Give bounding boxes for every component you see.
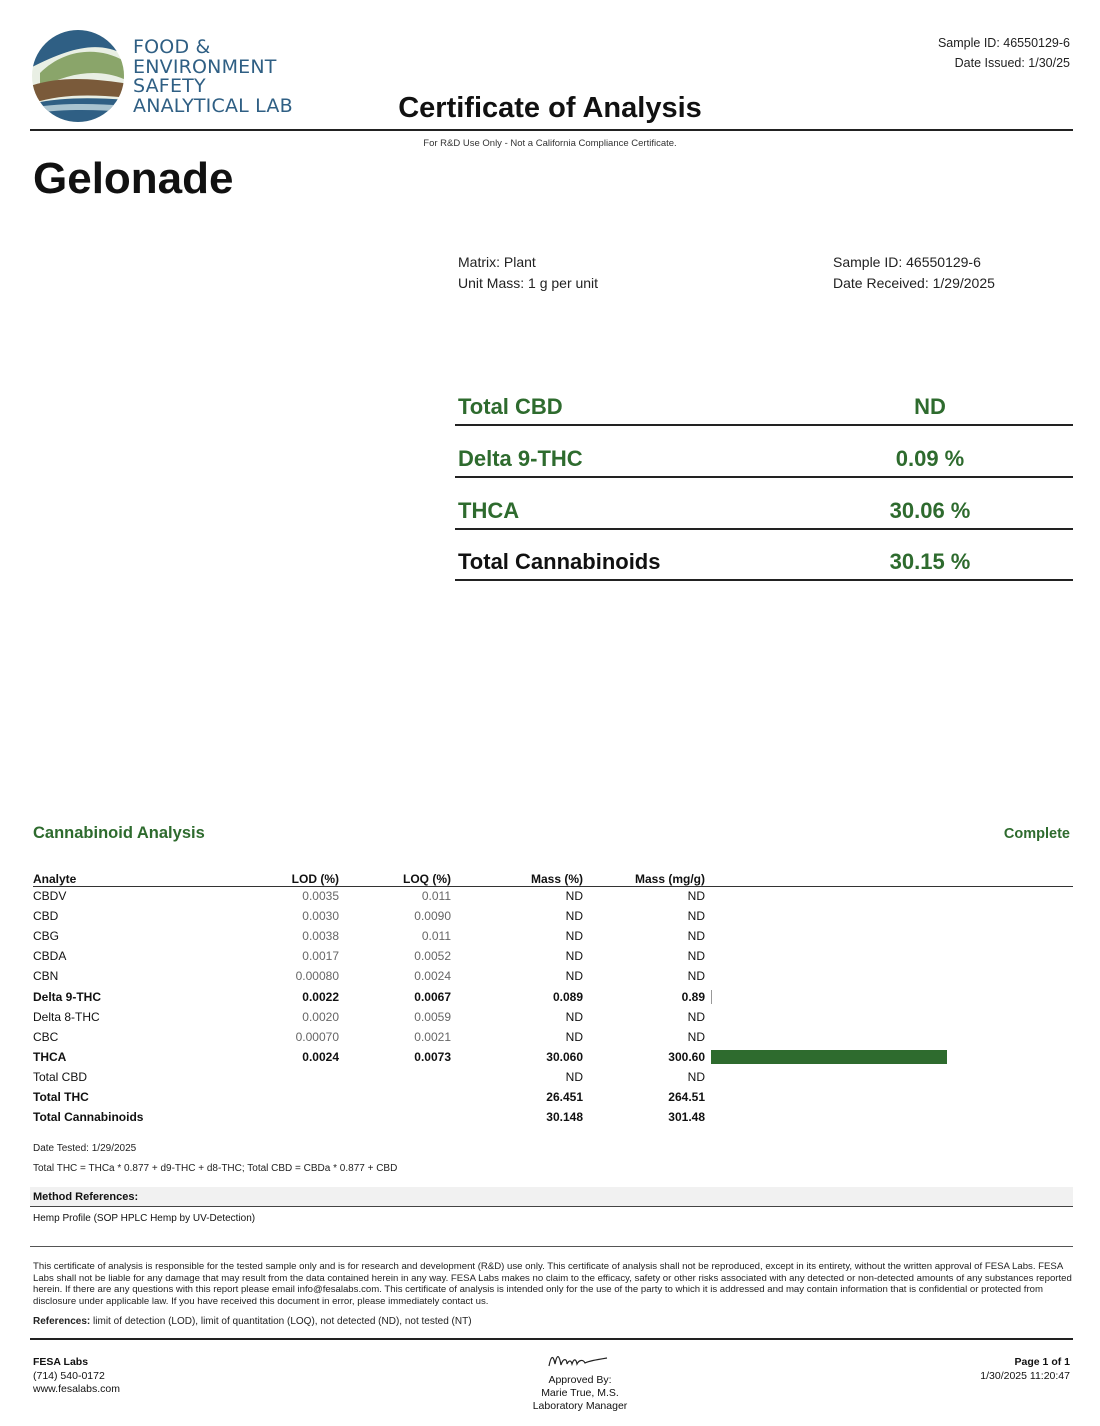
footer-page-info bbox=[980, 1356, 1070, 1383]
table-row bbox=[33, 1047, 1073, 1067]
summary-value: 30.15 % bbox=[889, 549, 971, 574]
summary-row-delta9-thc bbox=[455, 426, 1073, 478]
cell-lod: 0.0035 bbox=[302, 889, 339, 904]
method-references-band bbox=[30, 1187, 1073, 1207]
cell-lod: 0.00070 bbox=[295, 1029, 339, 1044]
matrix-label: Matrix: Plant bbox=[458, 254, 536, 270]
table-row bbox=[33, 966, 1073, 986]
cell-lod bbox=[263, 1107, 339, 1127]
cell-loq: 0.0059 bbox=[414, 1009, 451, 1024]
cell-loq: 0.0090 bbox=[414, 909, 451, 924]
summary-value: ND bbox=[914, 394, 946, 419]
cell-loq: 0.0067 bbox=[414, 989, 451, 1004]
cell-loq: 0.011 bbox=[421, 889, 451, 904]
cell-loq: 0.011 bbox=[421, 929, 451, 944]
cell-loq: 0.0073 bbox=[414, 1049, 451, 1064]
header-sample-id: Sample ID: 46550129-6 bbox=[937, 36, 1070, 50]
summary-label: Total CBD bbox=[458, 394, 563, 419]
date-received-label: Date Received: 1/29/2025 bbox=[833, 275, 995, 291]
cell-analyte: Total Cannabinoids bbox=[33, 1110, 144, 1125]
cell-bar bbox=[705, 966, 1073, 986]
approver-name: Marie True, M.S. bbox=[541, 1387, 619, 1399]
footer-company: FESA Labs bbox=[33, 1356, 89, 1368]
analysis-status: Complete bbox=[1003, 826, 1070, 842]
cell-loq: 0.0021 bbox=[414, 1029, 451, 1044]
cell-lod bbox=[263, 1087, 339, 1107]
summary-row-thca bbox=[455, 478, 1073, 530]
column-header-mass-mgg: Mass (mg/g) bbox=[583, 866, 705, 886]
cell-analyte: THCA bbox=[33, 1049, 67, 1064]
sample-meta-left bbox=[458, 252, 598, 294]
disclaimer-divider bbox=[30, 1246, 1073, 1247]
summary-label: Total Cannabinoids bbox=[458, 549, 661, 574]
summary-label: THCA bbox=[458, 498, 520, 523]
approved-by-label: Approved By: bbox=[548, 1374, 612, 1386]
cell-bar bbox=[705, 946, 1073, 966]
cell-mass-mgg: ND bbox=[687, 929, 705, 944]
analysis-title: Cannabinoid Analysis bbox=[33, 824, 205, 842]
method-references-heading: Method References: bbox=[33, 1191, 139, 1203]
page-number: Page 1 of 1 bbox=[1014, 1356, 1070, 1368]
table-row bbox=[33, 1067, 1073, 1087]
cell-loq: 0.0024 bbox=[414, 969, 451, 984]
header-date-issued: Date Issued: 1/30/25 bbox=[954, 56, 1070, 70]
header-sample-info bbox=[938, 33, 1070, 73]
cell-mass-pct: 0.089 bbox=[552, 989, 583, 1004]
cell-loq bbox=[339, 1067, 451, 1087]
footer-contact bbox=[33, 1356, 120, 1397]
table-row bbox=[33, 1087, 1073, 1107]
cell-lod: 0.0022 bbox=[302, 989, 339, 1004]
cell-mass-pct: ND bbox=[565, 929, 583, 944]
header-divider bbox=[30, 129, 1073, 131]
cell-mass-pct: 26.451 bbox=[546, 1089, 583, 1104]
cell-bar bbox=[705, 1027, 1073, 1047]
cell-lod: 0.0030 bbox=[302, 909, 339, 924]
table-row bbox=[33, 886, 1073, 906]
disclaimer-text: This certificate of analysis is responsible for the tested sample only and is for research and development (R&D) use only. This certificate of analysis shall not be reproduced, except in its entirety, without the written approval of FESA Labs. FESA Labs shall not be liable for any damage that may result from the data contained herein in any way. FESA Labs makes no claim to the efficacy, safety or other risks associated with any detected or non-detected amounts of any substances reported herein. If there are any questions with this report please email info@fesalabs.com. This certificate of analysis is intended only for the use of the party to which it is addressed and may contain information that is confidential or protected from disclosure under applicable law. If you have received this document in error, please immediately contact us. bbox=[33, 1261, 1072, 1307]
cell-mass-pct: ND bbox=[565, 949, 583, 964]
cell-analyte: Delta 9-THC bbox=[33, 989, 102, 1004]
summary-value: 0.09 % bbox=[895, 446, 965, 471]
cell-analyte: CBDA bbox=[33, 949, 67, 964]
cell-lod: 0.00080 bbox=[295, 969, 339, 984]
table-row bbox=[33, 1107, 1073, 1127]
cell-mass-mgg: 300.60 bbox=[668, 1049, 705, 1064]
cell-mass-mgg: ND bbox=[687, 1069, 705, 1084]
sample-id-label: Sample ID: 46550129-6 bbox=[833, 254, 981, 270]
column-header-lod: LOD (%) bbox=[263, 866, 339, 886]
table-row bbox=[33, 986, 1073, 1006]
cell-analyte: CBN bbox=[33, 969, 59, 984]
cell-lod: 0.0017 bbox=[302, 949, 339, 964]
mass-bar bbox=[711, 1050, 947, 1064]
table-row bbox=[33, 1007, 1073, 1027]
cell-mass-mgg: 301.48 bbox=[668, 1110, 705, 1125]
cell-bar bbox=[705, 1067, 1073, 1087]
cannabinoid-table bbox=[33, 866, 1073, 1127]
signature-icon bbox=[545, 1350, 615, 1370]
references-line bbox=[33, 1316, 472, 1327]
cell-lod bbox=[263, 1067, 339, 1087]
cell-lod: 0.0020 bbox=[302, 1009, 339, 1024]
cell-mass-pct: ND bbox=[565, 1009, 583, 1024]
cell-analyte: Total CBD bbox=[33, 1069, 88, 1084]
cell-analyte: CBG bbox=[33, 929, 60, 944]
cell-mass-mgg: ND bbox=[687, 1029, 705, 1044]
cell-mass-mgg: ND bbox=[687, 909, 705, 924]
cell-bar bbox=[705, 1107, 1073, 1127]
summary-value: 30.06 % bbox=[889, 498, 971, 523]
cell-mass-mgg: 0.89 bbox=[681, 989, 705, 1004]
method-references-body: Hemp Profile (SOP HPLC Hemp by UV-Detection) bbox=[33, 1213, 256, 1224]
cell-analyte: CBC bbox=[33, 1029, 59, 1044]
summary-row-total-cannabinoids bbox=[455, 529, 1073, 581]
column-header-loq: LOQ (%) bbox=[339, 866, 451, 886]
cell-lod: 0.0024 bbox=[302, 1049, 339, 1064]
compliance-note: For R&D Use Only - Not a California Compliance Certificate. bbox=[423, 138, 677, 149]
cell-analyte: Delta 8-THC bbox=[33, 1009, 100, 1024]
cell-bar bbox=[705, 1007, 1073, 1027]
cell-mass-mgg: ND bbox=[687, 1009, 705, 1024]
table-row bbox=[33, 926, 1073, 946]
cell-bar bbox=[705, 1047, 1073, 1067]
mass-bar bbox=[711, 990, 712, 1004]
table-row bbox=[33, 906, 1073, 926]
cell-mass-pct: ND bbox=[565, 969, 583, 984]
date-tested: Date Tested: 1/29/2025 bbox=[33, 1143, 137, 1154]
report-timestamp: 1/30/2025 11:20:47 bbox=[980, 1369, 1070, 1382]
cell-mass-pct: ND bbox=[565, 1029, 583, 1044]
cell-loq bbox=[339, 1087, 451, 1107]
cell-mass-mgg: ND bbox=[687, 969, 705, 984]
product-name: Gelonade bbox=[33, 154, 234, 203]
cell-mass-mgg: ND bbox=[687, 949, 705, 964]
footer-phone: (714) 540-0172 bbox=[33, 1369, 105, 1382]
footer-website: www.fesalabs.com bbox=[33, 1383, 120, 1395]
column-header-bar bbox=[705, 866, 1073, 886]
page-title: Certificate of Analysis bbox=[398, 92, 702, 124]
cell-loq bbox=[339, 1107, 451, 1127]
references-text: limit of detection (LOD), limit of quantitation (LOQ), not detected (ND), not tested (NT) bbox=[90, 1316, 472, 1327]
table-body bbox=[33, 886, 1073, 1127]
summary-row-total-cbd bbox=[455, 374, 1073, 426]
approver-title: Laboratory Manager bbox=[532, 1400, 628, 1412]
cell-analyte: CBDV bbox=[33, 889, 67, 904]
cell-mass-pct: ND bbox=[565, 909, 583, 924]
cell-mass-pct: ND bbox=[565, 1069, 583, 1084]
table-row bbox=[33, 1027, 1073, 1047]
logo-wordmark: FOOD & ENVIRONMENT SAFETY ANALYTICAL LAB bbox=[133, 36, 293, 117]
cell-bar bbox=[705, 986, 1073, 1006]
cell-bar bbox=[705, 1087, 1073, 1107]
references-label: References: bbox=[33, 1316, 91, 1327]
sample-meta-right bbox=[833, 252, 995, 294]
total-formula: Total THC = THCa * 0.877 + d9-THC + d8-THC; Total CBD = CBDa * 0.877 + CBD bbox=[33, 1163, 398, 1174]
cell-mass-mgg: ND bbox=[687, 889, 705, 904]
cell-analyte: CBD bbox=[33, 909, 59, 924]
cell-bar bbox=[705, 906, 1073, 926]
cell-lod: 0.0038 bbox=[302, 929, 339, 944]
table-row bbox=[33, 946, 1073, 966]
cell-mass-pct: 30.060 bbox=[546, 1049, 583, 1064]
unit-mass-label: Unit Mass: 1 g per unit bbox=[458, 275, 599, 291]
footer-divider bbox=[30, 1338, 1073, 1340]
cell-loq: 0.0052 bbox=[414, 949, 451, 964]
cell-bar bbox=[705, 926, 1073, 946]
cell-analyte: Total THC bbox=[33, 1089, 89, 1104]
cell-bar bbox=[705, 886, 1073, 906]
column-header-analyte: Analyte bbox=[33, 866, 263, 886]
footer-approval bbox=[480, 1350, 680, 1413]
cell-mass-pct: ND bbox=[565, 889, 583, 904]
summary-label: Delta 9-THC bbox=[458, 446, 583, 471]
column-header-mass-pct: Mass (%) bbox=[451, 866, 583, 886]
cell-mass-pct: 30.148 bbox=[546, 1110, 583, 1125]
cell-mass-mgg: 264.51 bbox=[668, 1089, 705, 1104]
table-header-row bbox=[33, 866, 1073, 886]
